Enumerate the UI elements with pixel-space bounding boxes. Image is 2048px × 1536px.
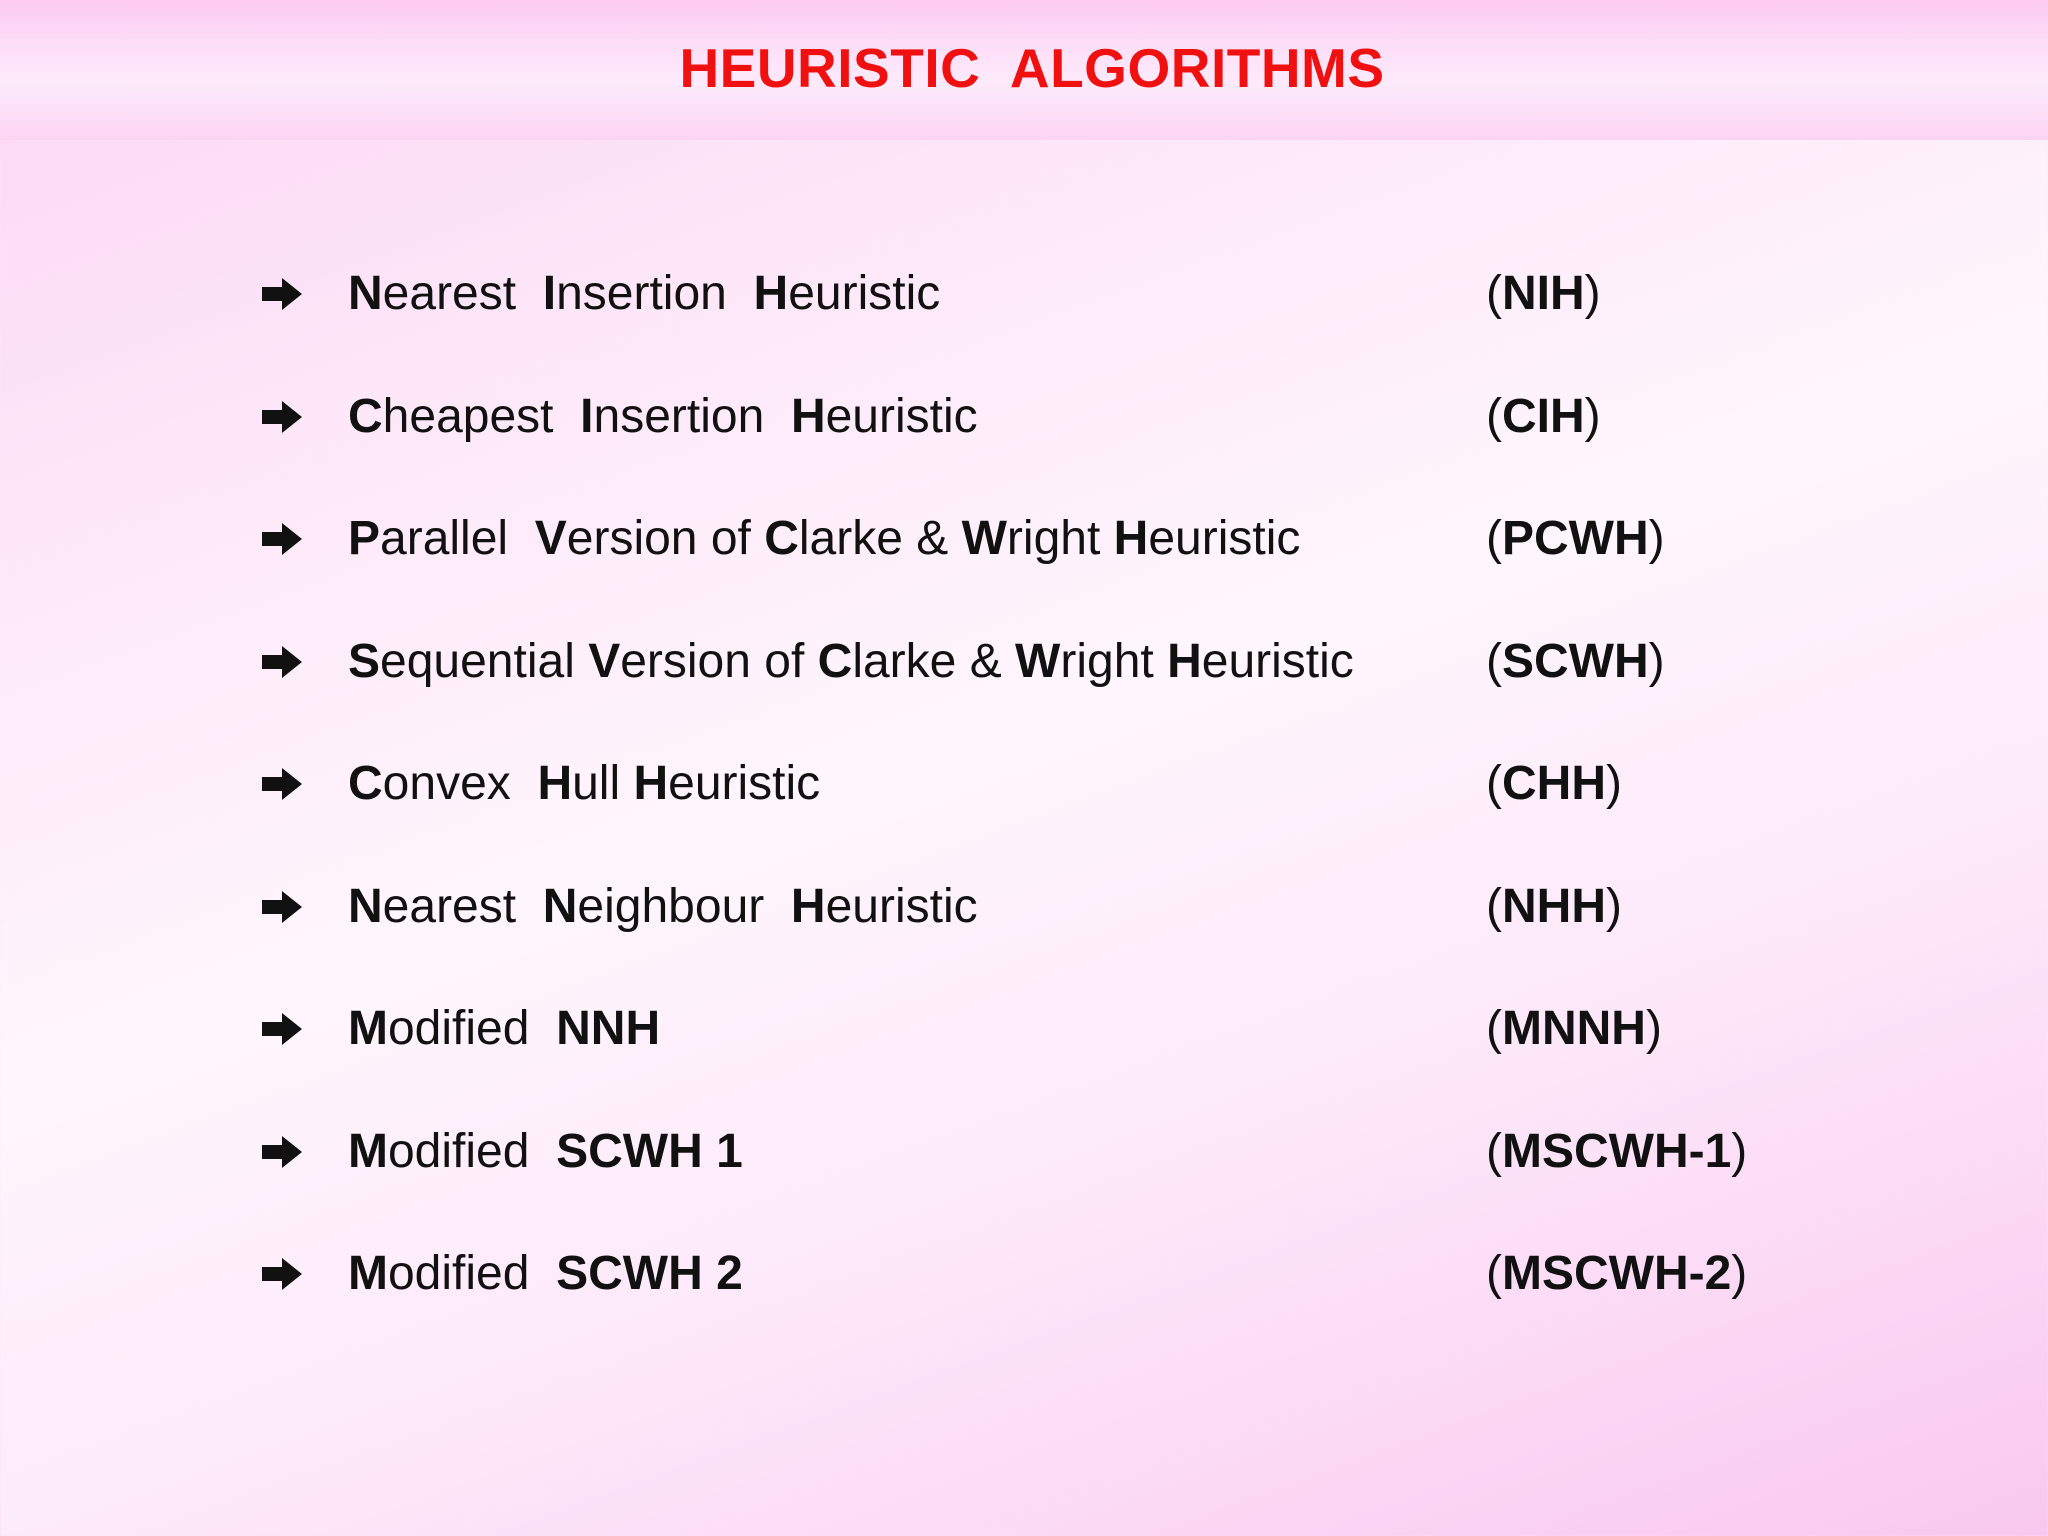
abbreviation-segment: MNNH: [1501, 1002, 1646, 1055]
list-item: [0, 631, 2048, 701]
abbreviation-segment: (: [1486, 879, 1502, 933]
algorithm-name-segment: V: [534, 512, 567, 565]
algorithm-name-segment: S: [348, 634, 381, 688]
algorithm-name-segment: euristic: [825, 389, 978, 443]
right-arrow-icon: [260, 399, 304, 435]
algorithm-name-segment: ersion of: [566, 512, 765, 565]
algorithm-name-segment: euristic: [1148, 512, 1301, 565]
right-arrow-icon: [260, 1011, 304, 1047]
algorithm-abbreviation: [1486, 263, 1601, 325]
algorithm-name-segment: C: [348, 757, 383, 810]
algorithm-name-segment: euristic: [668, 757, 821, 810]
algorithm-name-segment: H: [790, 389, 826, 443]
algorithm-abbreviation: [1486, 753, 1622, 815]
algorithm-name-segment: SCWH 2: [556, 1247, 743, 1300]
list-item: [0, 386, 2048, 456]
abbreviation-segment: (: [1486, 1002, 1502, 1055]
algorithm-name-segment: nsertion: [593, 389, 791, 443]
abbreviation-segment: NIH: [1501, 267, 1585, 320]
algorithm-name-segment: earest: [382, 267, 543, 320]
abbreviation-segment: NHH: [1501, 879, 1606, 933]
abbreviation-segment: (: [1486, 1124, 1502, 1178]
algorithm-abbreviation: [1486, 631, 1665, 693]
algorithm-name-segment: H: [1113, 512, 1149, 565]
right-arrow-icon: [260, 889, 304, 925]
algorithm-name-segment: C: [817, 634, 853, 688]
abbreviation-segment: MSCWH-1: [1501, 1124, 1732, 1178]
list-item: [0, 1121, 2048, 1191]
algorithm-name-segment: NNH: [556, 1002, 661, 1055]
right-arrow-icon: [260, 521, 304, 557]
algorithm-name: [348, 631, 1354, 693]
algorithm-name-segment: ull: [572, 757, 634, 810]
list-item: [0, 263, 2048, 333]
algorithm-name-segment: SCWH 1: [556, 1124, 743, 1178]
abbreviation-segment: ): [1605, 879, 1622, 933]
algorithm-name-segment: V: [588, 634, 621, 688]
algorithm-name-segment: eighbour: [577, 879, 791, 933]
algorithm-name-segment: arallel: [380, 512, 535, 565]
algorithm-name-segment: euristic: [788, 267, 941, 320]
algorithm-name-segment: larke &: [852, 634, 1016, 688]
algorithm-name: [348, 876, 978, 938]
algorithm-name: [348, 386, 978, 448]
algorithm-name-segment: P: [348, 512, 381, 565]
list-item: [0, 998, 2048, 1068]
algorithm-name: [348, 1243, 743, 1305]
algorithm-name-segment: C: [764, 512, 799, 565]
algorithm-name-segment: heapest: [382, 389, 581, 443]
abbreviation-segment: (: [1486, 389, 1502, 443]
algorithm-name-segment: odified: [387, 1247, 557, 1300]
algorithm-name-segment: H: [753, 267, 789, 320]
list-item: [0, 753, 2048, 823]
abbreviation-segment: ): [1584, 267, 1601, 320]
algorithm-name-segment: onvex: [382, 757, 538, 810]
algorithm-name-segment: nsertion: [556, 267, 754, 320]
algorithm-name-segment: M: [348, 1247, 388, 1300]
algorithm-name-segment: W: [961, 512, 1007, 565]
right-arrow-icon: [260, 766, 304, 802]
algorithm-abbreviation: [1486, 1121, 1747, 1183]
algorithm-name-segment: W: [1015, 634, 1061, 688]
algorithm-name: [348, 263, 940, 325]
algorithm-name-segment: N: [348, 267, 383, 320]
algorithm-name-segment: M: [348, 1002, 388, 1055]
algorithm-abbreviation: [1486, 1243, 1747, 1305]
algorithm-name-segment: H: [633, 757, 669, 810]
right-arrow-icon: [260, 276, 304, 312]
abbreviation-segment: (: [1486, 634, 1502, 688]
algorithm-name-segment: C: [348, 389, 383, 443]
algorithm-name-segment: ersion of: [620, 634, 818, 688]
algorithm-abbreviation: [1486, 998, 1662, 1060]
abbreviation-segment: SCWH: [1501, 634, 1649, 688]
abbreviation-segment: CHH: [1501, 757, 1606, 810]
right-arrow-icon: [260, 644, 304, 680]
list-item: [0, 876, 2048, 946]
list-item: [0, 1243, 2048, 1313]
abbreviation-segment: ): [1605, 757, 1622, 810]
algorithm-name: [348, 1121, 743, 1183]
algorithm-name: [348, 508, 1300, 570]
slide-title: HEURISTIC ALGORITHMS: [679, 37, 1385, 99]
abbreviation-segment: ): [1731, 1124, 1748, 1178]
algorithm-name-segment: euristic: [1201, 634, 1354, 688]
algorithm-name-segment: earest: [382, 879, 543, 933]
algorithm-name-segment: H: [537, 757, 573, 810]
abbreviation-segment: MSCWH-2: [1501, 1247, 1732, 1300]
algorithm-name-segment: larke &: [798, 512, 962, 565]
algorithm-abbreviation: [1486, 386, 1601, 448]
right-arrow-icon: [260, 1256, 304, 1292]
abbreviation-segment: ): [1731, 1247, 1748, 1300]
abbreviation-segment: (: [1486, 512, 1502, 565]
list-item: [0, 508, 2048, 578]
algorithm-name-segment: H: [1167, 634, 1202, 688]
algorithm-name-segment: I: [580, 389, 594, 443]
abbreviation-segment: (: [1486, 757, 1502, 810]
algorithm-abbreviation: [1486, 508, 1665, 570]
algorithm-name-segment: euristic: [825, 879, 978, 933]
algorithm-name-segment: I: [542, 267, 557, 320]
algorithm-name: [348, 998, 660, 1060]
abbreviation-segment: CIH: [1501, 389, 1585, 443]
abbreviation-segment: (: [1486, 1247, 1502, 1300]
algorithm-name-segment: odified: [387, 1002, 557, 1055]
algorithm-name-segment: H: [790, 879, 826, 933]
algorithm-name-segment: M: [348, 1124, 388, 1178]
algorithm-name-segment: right: [1060, 634, 1168, 688]
algorithm-abbreviation: [1486, 876, 1622, 938]
algorithm-name-segment: right: [1006, 512, 1114, 565]
algorithm-name-segment: N: [348, 879, 383, 933]
abbreviation-segment: ): [1645, 1002, 1662, 1055]
algorithm-name: [348, 753, 820, 815]
algorithm-name-segment: N: [542, 879, 578, 933]
abbreviation-segment: ): [1648, 634, 1665, 688]
algorithm-name-segment: equential: [380, 634, 589, 688]
right-arrow-icon: [260, 1134, 304, 1170]
abbreviation-segment: ): [1584, 389, 1601, 443]
abbreviation-segment: PCWH: [1501, 512, 1649, 565]
abbreviation-segment: (: [1486, 267, 1502, 320]
abbreviation-segment: ): [1648, 512, 1665, 565]
algorithm-name-segment: odified: [387, 1124, 557, 1178]
